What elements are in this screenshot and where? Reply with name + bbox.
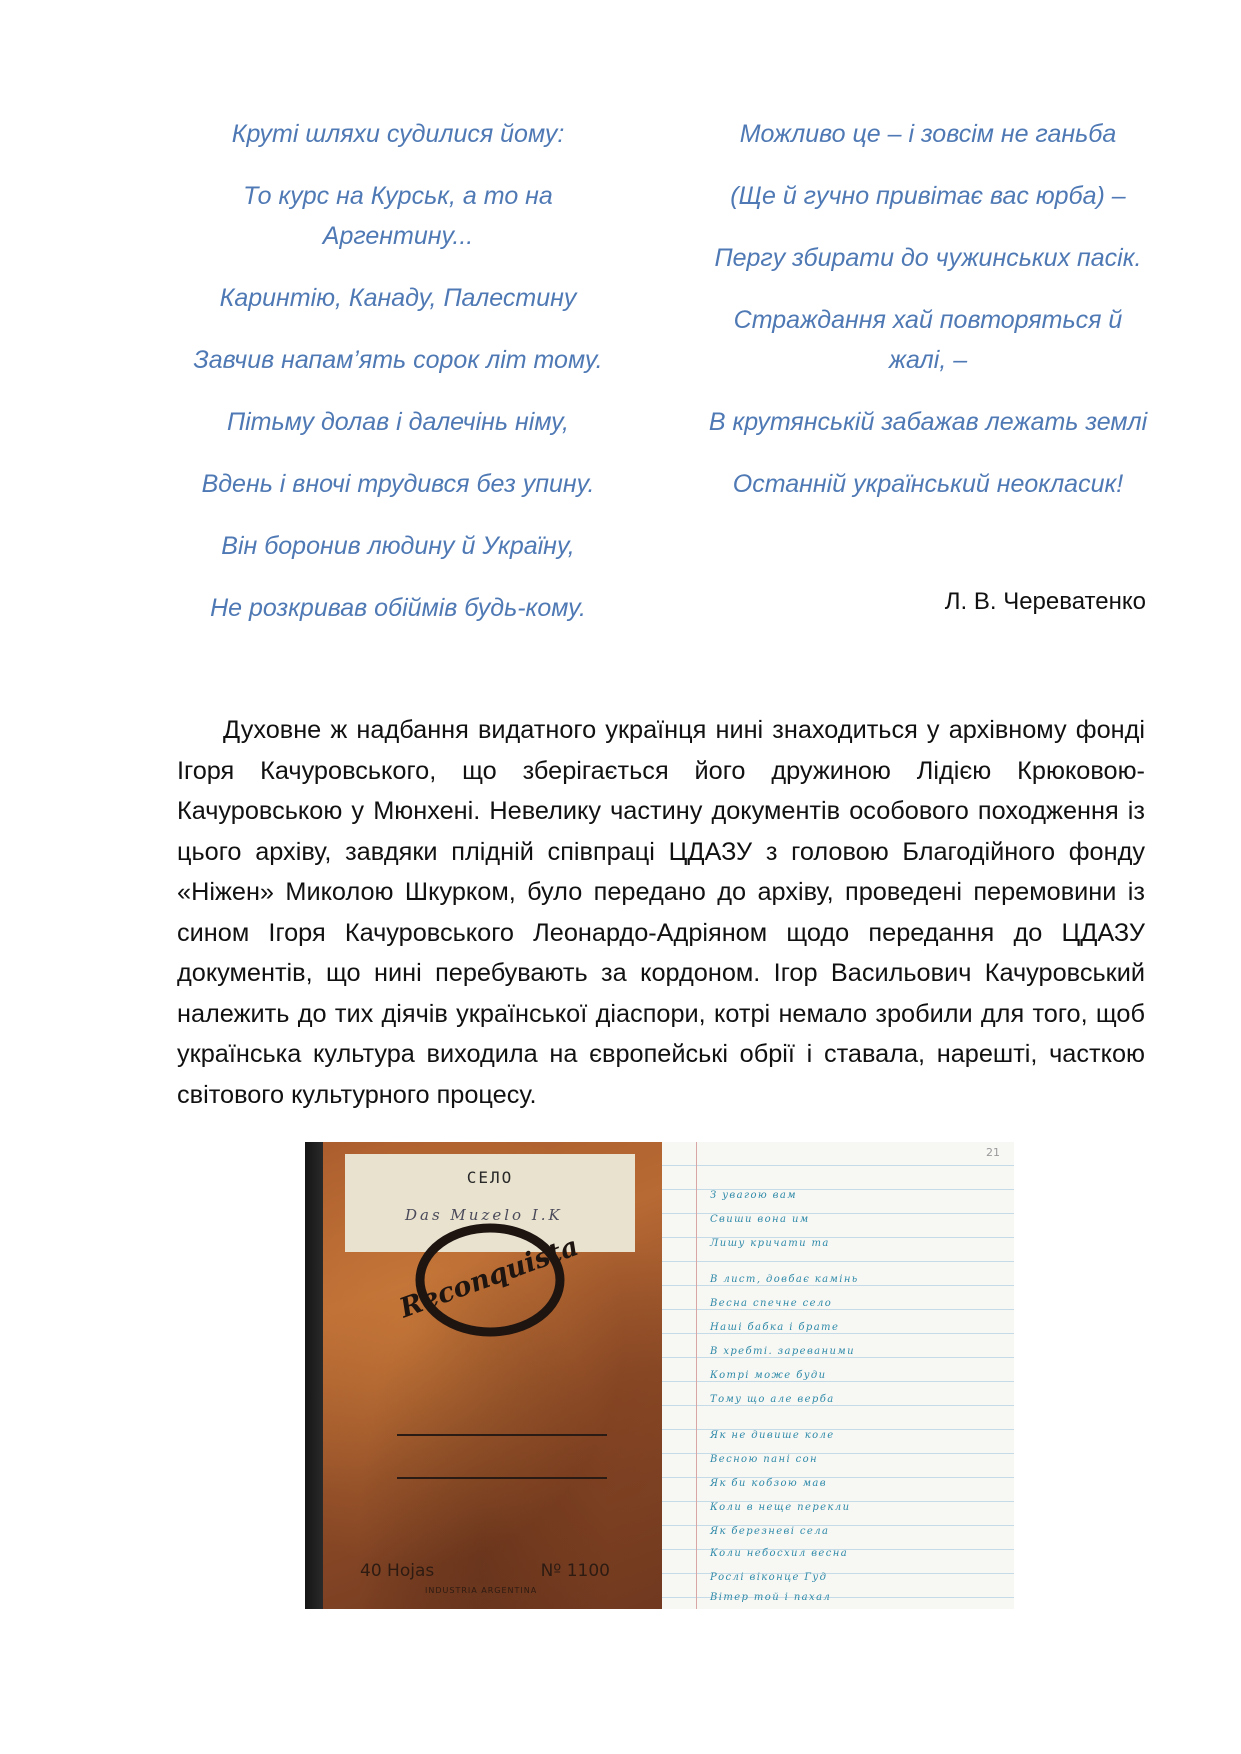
- cover-line: [397, 1434, 607, 1436]
- cover-bottom-row: [360, 1561, 610, 1581]
- poem-line: Не розкривав обіймів будь-кому.: [210, 594, 586, 622]
- poem-line: Пітьму долав і далечінь німу,: [227, 408, 569, 436]
- handwritten-line: Як березневі села: [710, 1526, 830, 1537]
- archive-notebook-photo: [305, 1142, 1014, 1609]
- handwritten-line: Як би кобзою мав: [710, 1478, 827, 1489]
- handwritten-line: Наші бабка і брате: [710, 1322, 840, 1333]
- poem-line: Каринтію, Канаду, Палестину: [219, 284, 577, 312]
- cover-label-handwriting: Das Muzelo I.K: [405, 1206, 563, 1224]
- cover-bottom-left: 40 Hojas: [360, 1561, 435, 1581]
- poem-line: Страждання хай повторяться й жалі, –: [733, 306, 1123, 374]
- handwritten-line: Коли в неще перекли: [710, 1502, 851, 1513]
- cover-label-title: СЕЛО: [466, 1168, 514, 1187]
- poem-right-column: [708, 114, 1148, 526]
- handwritten-line: Котрі може буди: [710, 1370, 827, 1381]
- poem-line: То курс на Курськ, а то на Аргентину...: [243, 182, 553, 250]
- page-number: 21: [986, 1146, 1000, 1159]
- cover-bottom-small: INDUSTRIA ARGENTINA: [425, 1586, 538, 1595]
- handwritten-line: З увагою вам: [710, 1190, 797, 1201]
- handwritten-line: Вітер той і пахал: [710, 1592, 832, 1603]
- handwritten-line: В лист, довбає камінь: [710, 1274, 859, 1285]
- poem-line: В крутянській забажав лежать землі: [708, 408, 1148, 436]
- poem-line: Останній український неокласик!: [732, 470, 1124, 498]
- poem-line: Пергу збирати до чужинських пасік.: [714, 244, 1142, 272]
- poem-author: Л. В. Череватенко: [944, 588, 1146, 615]
- body-paragraph: Духовне ж надбання видатного українця нині знаходиться у архівному фонді Ігоря Качуровського, що зберігається його дружиною Лідією Крюковою-Качуровською у Мюнхені. Невелику частину документів особового походження із цього архіву, завдяки плідній співпраці ЦДАЗУ з головою Благодійного фонду «Ніжен» Миколою Шкурком, було передано до архіву, проведені перемовини із сином Ігоря Качуровського Леонардо-Адріяном щодо передання до ЦДАЗУ документів, що нині перебувають за кордоном. Ігор Васильович Качуровський належить до тих діячів української діаспори, котрі немало зробили для того, щоб українська культура виходила на європейські обрії і ставала, нарешті, часткою світового культурного процесу.: [177, 716, 1145, 1109]
- page-margin-line: [696, 1142, 697, 1609]
- brand-logo-text: Reconquista: [395, 1230, 583, 1325]
- poem-line: Він боронив людину й Україну,: [221, 532, 575, 560]
- poem-line: (Ще й гучно привітає вас юрба) –: [730, 182, 1126, 210]
- handwritten-line: Коли небосхил весна: [710, 1548, 849, 1559]
- cover-bottom-right: Nº 1100: [540, 1561, 610, 1581]
- poem-line: Можливо це – і зовсім не ганьба: [739, 120, 1117, 148]
- notebook-open-page: [662, 1142, 1014, 1609]
- cover-line: [397, 1477, 607, 1479]
- handwritten-line: Свиши вона им: [710, 1214, 810, 1225]
- handwritten-line: Як не дивише коле: [710, 1430, 835, 1441]
- handwritten-line: В хребті. зареваними: [710, 1346, 855, 1357]
- poem-line: Завчив напам’ять сорок літ тому.: [193, 346, 603, 374]
- handwritten-line: Весною пані сон: [710, 1454, 819, 1465]
- handwritten-line: Лишу кричати та: [710, 1238, 830, 1249]
- poem-line: Круті шляхи судилися йому:: [231, 120, 565, 148]
- poem-left-column: [178, 114, 618, 650]
- notebook-spine: [305, 1142, 323, 1609]
- handwritten-line: Тому що але верба: [710, 1394, 835, 1405]
- brand-logo-icon: [395, 1220, 585, 1340]
- handwritten-line: Весна спечне село: [710, 1298, 833, 1309]
- poem-line: Вдень і вночі трудився без упину.: [201, 470, 595, 498]
- notebook-cover: [305, 1142, 662, 1609]
- handwritten-line: Рослі віконце Гуд: [710, 1572, 828, 1583]
